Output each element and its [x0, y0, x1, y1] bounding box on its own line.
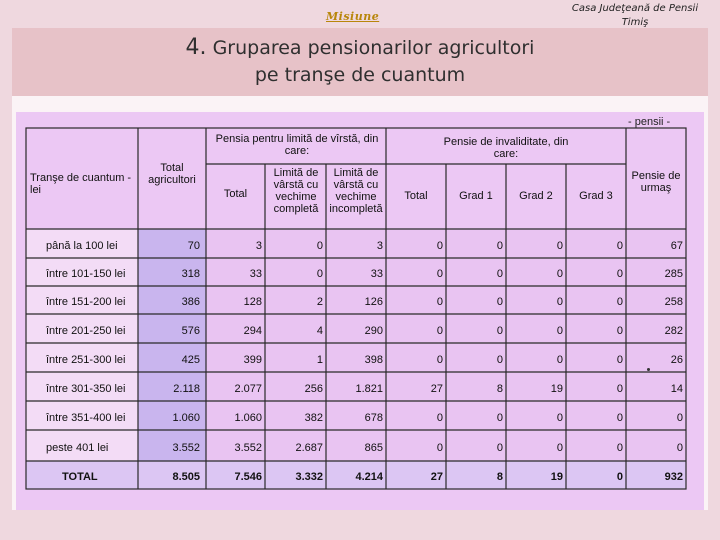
table-cell: 290 [364, 325, 383, 337]
table-cell: 8 [496, 471, 503, 483]
table-cell: 0 [496, 268, 503, 280]
table-cell: 2.687 [295, 442, 323, 454]
table-cell: 19 [550, 383, 563, 395]
organization-name-line2: Timiş [621, 17, 649, 28]
table-cell: 0 [556, 325, 563, 337]
table-cell: 2.118 [173, 383, 200, 395]
table-cell: 0 [616, 471, 623, 483]
table-cell: 0 [556, 442, 563, 454]
table-cell: 4 [316, 325, 323, 337]
row-label: între 201-250 lei [46, 325, 126, 337]
header-limita-total: Total [223, 188, 248, 200]
table-cell: 318 [181, 268, 200, 280]
table-cell: 0 [496, 354, 503, 366]
table-cell: 0 [316, 240, 323, 252]
table-cell: 19 [550, 471, 563, 483]
table-cell: 3.552 [172, 442, 200, 454]
table-cell: 0 [616, 442, 623, 454]
header-urmas: Pensie de urmaş [631, 170, 681, 194]
table-cell: 865 [364, 442, 383, 454]
table-cell: 1.821 [355, 383, 383, 395]
table-cell: 0 [616, 325, 623, 337]
table-cell: 128 [243, 296, 262, 308]
table-cell: 0 [496, 442, 503, 454]
table-cell: 4.214 [355, 471, 383, 483]
table-cell: 0 [436, 268, 443, 280]
table-cell: 382 [304, 412, 323, 424]
table-cell: 26 [670, 354, 683, 366]
table-cell: 398 [364, 354, 383, 366]
table-cell: 0 [616, 354, 623, 366]
table-cell: 1 [316, 354, 323, 366]
header-limita-completa: Limită de vârstă cu vechime completă [273, 167, 319, 215]
table-cell: 0 [676, 442, 683, 454]
table-cell: 282 [664, 325, 683, 337]
table-cell: 285 [664, 268, 683, 280]
row-label: între 301-350 lei [46, 383, 126, 395]
table-cell: 67 [670, 240, 683, 252]
table-cell: 14 [670, 383, 683, 395]
table-cell: 0 [496, 296, 503, 308]
table-cell: 0 [556, 354, 563, 366]
table-cell: 0 [436, 354, 443, 366]
header-transe: Tranşe de cuantum - lei [30, 172, 132, 196]
header-inv-total: Total [404, 190, 428, 202]
table-cell: 8.505 [172, 471, 200, 483]
table-cell: 425 [181, 354, 200, 366]
table-cell: 33 [370, 268, 383, 280]
header-grad2: Grad 2 [519, 190, 553, 202]
table-cell: 0 [496, 412, 503, 424]
table-cell: 0 [676, 412, 683, 424]
slide-number: 4. [185, 35, 207, 60]
table-cell: 126 [364, 296, 383, 308]
table-cell: 3.332 [295, 471, 323, 483]
table-cell: 399 [243, 354, 262, 366]
table-cell: 0 [556, 240, 563, 252]
table-cell: 258 [664, 296, 683, 308]
table-cell: 1.060 [234, 412, 262, 424]
table-cell: 0 [496, 240, 503, 252]
table-cell: 3.552 [234, 442, 262, 454]
table-cell: 2.077 [234, 383, 262, 395]
table-cell: 0 [616, 383, 623, 395]
organization-name-line1: Casa Judeţeană de Pensii [571, 3, 699, 14]
table-cell: 0 [556, 296, 563, 308]
table-cell: 932 [664, 471, 683, 483]
row-label: peste 401 lei [46, 442, 109, 454]
table-cell: 678 [364, 412, 383, 424]
header-grad3: Grad 3 [579, 190, 613, 202]
header-total-agricultori: Total agricultori [148, 162, 196, 186]
table-cell: 0 [436, 325, 443, 337]
row-label: între 101-150 lei [46, 268, 126, 280]
header-invaliditate-group: Pensie de invaliditate, din care: [443, 136, 569, 160]
row-label: între 351-400 lei [46, 412, 126, 424]
unit-label: - pensii - [628, 116, 671, 128]
table-cell: 294 [243, 325, 262, 337]
scan-speck [647, 368, 650, 371]
table-cell: 0 [556, 412, 563, 424]
table-cell: 2 [316, 296, 323, 308]
table-cell: 3 [376, 240, 383, 252]
table-cell: 27 [430, 383, 443, 395]
table-cell: 0 [436, 240, 443, 252]
table-cell: 0 [436, 442, 443, 454]
row-label: până la 100 lei [46, 240, 118, 252]
header-grad1: Grad 1 [459, 190, 493, 202]
title-line2: pe tranşe de cuantum [254, 64, 466, 86]
header-limita-group: Pensia pentru limită de vîrstă, din care: [215, 133, 379, 157]
table-cell: 0 [616, 412, 623, 424]
table-cell: 8 [496, 383, 503, 395]
table-cell: 1.060 [172, 412, 200, 424]
row-label: între 251-300 lei [46, 354, 126, 366]
table-cell: 0 [616, 240, 623, 252]
table-cell: 0 [616, 296, 623, 308]
table-cell: 70 [187, 240, 200, 252]
table-cell: 7.546 [234, 471, 262, 483]
table-cell: 386 [181, 296, 200, 308]
table-cell: 0 [436, 296, 443, 308]
table-cell: 3 [255, 240, 262, 252]
table-cell: 256 [304, 383, 323, 395]
table-cell: 33 [249, 268, 262, 280]
row-label: TOTAL [62, 471, 98, 483]
table-cell: 0 [316, 268, 323, 280]
row-label: între 151-200 lei [46, 296, 126, 308]
table-cell: 27 [430, 471, 443, 483]
table-cell: 0 [436, 412, 443, 424]
table-cell: 0 [616, 268, 623, 280]
header-limita-incompleta: Limită de vârstă cu vechime incompletă [329, 167, 383, 215]
title-line1: Gruparea pensionarilor agricultori [212, 37, 535, 59]
table-cell: 0 [556, 268, 563, 280]
table-cell: 0 [496, 325, 503, 337]
table-cell: 576 [181, 325, 200, 337]
mission-link[interactable]: Misiune [326, 10, 380, 23]
